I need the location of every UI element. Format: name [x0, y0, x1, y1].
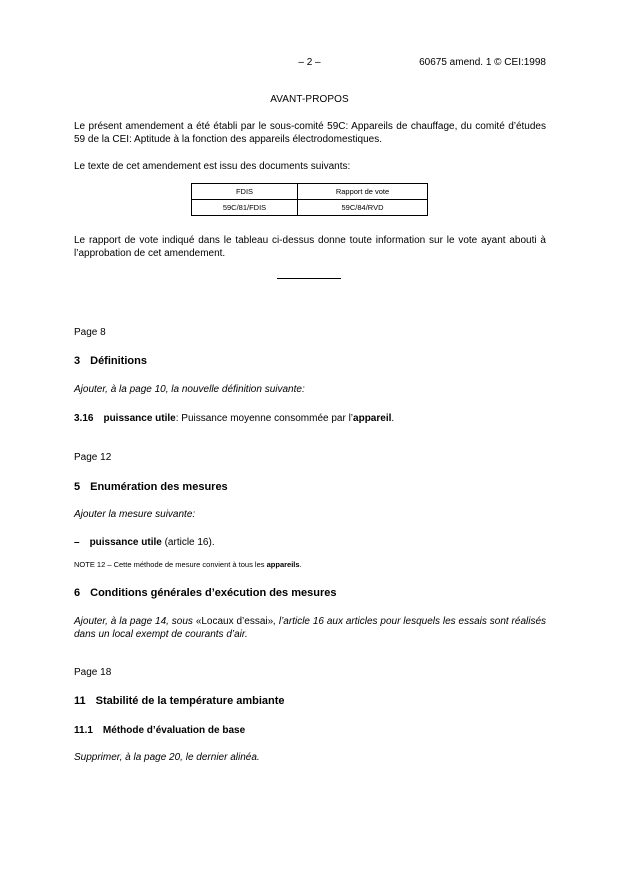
- page-ref-18: Page 18: [74, 667, 112, 678]
- section-3-heading: [74, 355, 546, 368]
- section-number: 5: [74, 481, 81, 493]
- note-12: [74, 559, 546, 572]
- table-header-row: [192, 184, 428, 200]
- section-5-heading: [74, 481, 546, 494]
- section-number: 6: [74, 587, 81, 599]
- section-11-1-heading: [74, 725, 546, 738]
- page-ref-8: Page 8: [74, 327, 106, 338]
- section-3-instruction: Ajouter, à la page 10, la nouvelle définition suivante:: [74, 384, 305, 395]
- section-11-heading: [74, 695, 546, 708]
- definition-term: puissance utile: [103, 413, 176, 424]
- foreword-paragraph-3: Le rapport de vote indiqué dans le tableau ci-dessus donne toute information sur le vote ayant abouti à l’approbation de cet amendement.: [74, 235, 546, 259]
- list-dash: –: [74, 537, 80, 548]
- definition-3-16: [74, 413, 546, 426]
- section-6-instruction: [74, 616, 546, 641]
- section-number: 11: [74, 695, 86, 707]
- definition-number: 3.16: [74, 413, 94, 424]
- measure-item: [74, 537, 546, 550]
- table-header-cell: Rapport de vote: [298, 184, 428, 200]
- document-reference: 60675 amend. 1 © CEI:1998: [419, 57, 546, 68]
- separator-line: [277, 278, 341, 279]
- definition-word: appareil: [353, 413, 392, 424]
- note-end: .: [299, 560, 302, 569]
- page-ref-12: Page 12: [74, 452, 112, 463]
- section-number: 11.1: [74, 725, 93, 736]
- table-cell: 59C/81/FDIS: [192, 200, 298, 216]
- section-title: Conditions générales d’exécution des mesures: [90, 587, 337, 599]
- measure-text: (article 16).: [161, 537, 215, 548]
- instruction-part-b: , l’article 16 aux articles pour lesquels les essais sont réalisés dans un local exempt de courants d’air.: [74, 616, 547, 640]
- foreword-paragraph-1: Le présent amendement a été établi par le sous-comité 59C: Appareils de chauffage, du comité d’études 59 de la CEI: Aptitude à la fonction des appareils électrodomestiques.: [74, 121, 546, 145]
- section-title: Enumération des mesures: [90, 481, 228, 493]
- section-title: Définitions: [90, 355, 147, 367]
- definition-end: .: [391, 413, 395, 424]
- measure-term: puissance utile: [89, 537, 162, 548]
- section-5-instruction: Ajouter la mesure suivante:: [74, 509, 196, 520]
- foreword-paragraph-2: Le texte de cet amendement est issu des documents suivants:: [74, 161, 351, 172]
- section-number: 3: [74, 355, 81, 367]
- foreword-title: AVANT-PROPOS: [270, 94, 349, 105]
- section-title: Méthode d’évaluation de base: [102, 725, 246, 736]
- page-number: – 2 –: [298, 57, 321, 68]
- table-header-cell: FDIS: [192, 184, 298, 200]
- instruction-quote: «Locaux d’essai»: [195, 616, 274, 627]
- definition-text: : Puissance moyenne consommée par l’: [175, 413, 354, 424]
- note-text: NOTE 12 – Cette méthode de mesure convient à tous les: [74, 560, 267, 569]
- documents-table: [191, 183, 428, 216]
- section-11-1-instruction: Supprimer, à la page 20, le dernier alinéa.: [74, 752, 260, 763]
- section-title: Stabilité de la température ambiante: [95, 695, 285, 707]
- table-row: [192, 200, 428, 216]
- table-cell: 59C/84/RVD: [298, 200, 428, 216]
- note-word: appareils: [266, 560, 300, 569]
- section-6-heading: [74, 587, 546, 600]
- instruction-part-a: Ajouter, à la page 14, sous: [74, 616, 196, 627]
